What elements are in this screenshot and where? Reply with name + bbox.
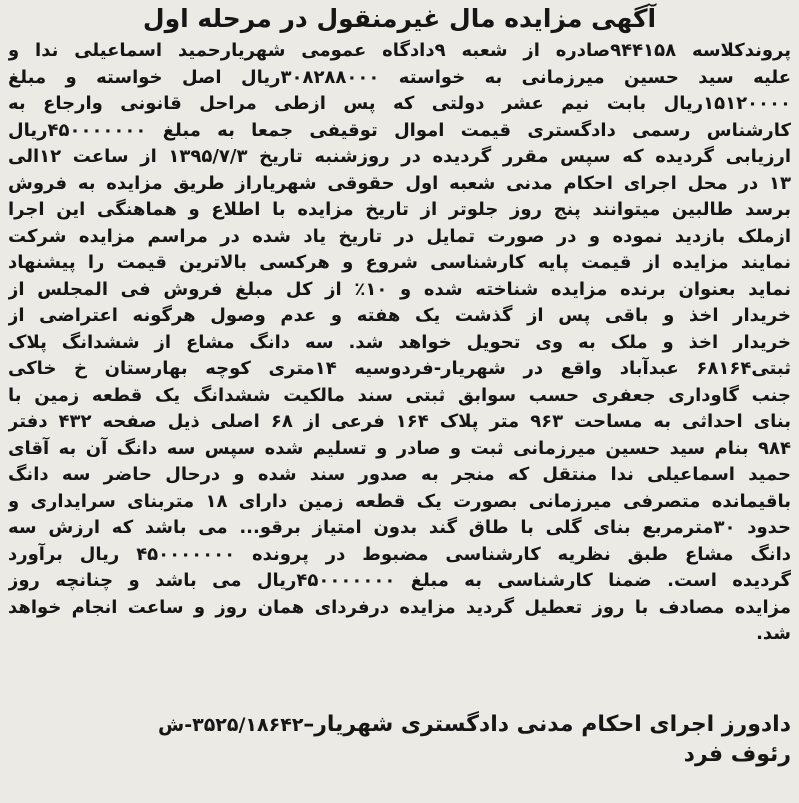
- notice-line: جنب گاوداری جعفری حسب سوابق ثبتی سند مالکیت ششدانگ یک قطعه زمین با: [8, 384, 791, 406]
- signature-title: دادورز اجرای احکام مدنی دادگستری شهریار–: [303, 712, 791, 737]
- notice-line: خریدار اخذ و باقی پس از گذشت یک هفته و عدم وصول هرگونه اعتراضی از: [8, 305, 791, 326]
- signature-name: رئوف فرد: [683, 742, 791, 767]
- notice-line: گردیده است. ضمنا کارشناسی به مبلغ ۴۵۰۰۰۰۰۰۰ریال می باشد و چنانچه روز: [8, 570, 791, 591]
- notice-line: نمایند مزایده از قیمت پایه کارشناسی شروع و هرکسی بالاترین قیمت را پیشنهاد: [8, 252, 791, 273]
- notice-line: مزایده مصادف با روز تعطیل گردید مزایده درفردای همان روز و ساعت انجام خواهد: [8, 596, 791, 618]
- notice-title: آگهی مزایده مال غیرمنقول در مرحله اول: [142, 4, 657, 33]
- notice-line: شد.: [756, 623, 791, 644]
- notice-line: ارزیابی گردیده که سپس مقرر گردیده در روزشنبه تاریخ ۱۳۹۵/۷/۳ از ساعت ۱۲الی: [8, 146, 791, 167]
- notice-line: ثبتی۶۸۱۶۴ عبدآباد واقع در شهریار-فردوسیه ۱۴متری کوچه بهارستان خ خاکی: [8, 358, 791, 379]
- notice-line: دانگ مشاع طبق نظریه کارشناسی مضبوط در پرونده ۴۵۰۰۰۰۰۰۰ ریال برآورد: [8, 543, 791, 565]
- reference-number: ۳۵۲۵/۱۸۶۴۲-ش: [158, 714, 304, 736]
- notice-footer: [8, 712, 791, 792]
- notice-line: پروندکلاسه ۹۴۴۱۵۸صادره از شعبه ۹دادگاه عمومی شهریارحمید اسماعیلی ندا و: [8, 40, 791, 61]
- notice-line: برسد طالبین میتوانند پنج روز جلوتر از تاریخ مزایده با اطلاع و هماهنگی این اجرا: [8, 199, 791, 220]
- notice-line: حدود ۳۰مترمربع بنای گلی با طاق گند بدون امتیاز برقو... می باشد که ارزش سه: [8, 517, 791, 538]
- notice-line: علیه سید حسین میرزمانی به خواسته ۳۰۸۲۸۸۰۰۰ریال اصل خواسته و مبلغ: [8, 66, 791, 88]
- notice-line: خریدار اخذ و ملک به وی تحویل خواهد شد. سه دانگ مشاع از ششدانگ پلاک: [8, 331, 791, 353]
- notice-line: نماید بعنوان برنده مزایده شناخته شده و ۱۰٪ از کل مبلغ فروش فی المجلس از: [8, 278, 791, 300]
- notice-line: ۱۳ در محل اجرای احکام مدنی شعبه اول حقوقی شهریاراز طریق مزایده به فروش: [8, 172, 791, 194]
- notice-line: باقیمانده متصرفی میرزمانی بصورت یک قطعه زمین دارای ۱۸ متربنای سرایداری و: [8, 490, 791, 512]
- notice-line: ۱۵۱۲۰۰۰۰ریال بابت نیم عشر دولتی که پس ازطی مراحل قانونی وارجاع به: [8, 93, 791, 114]
- notice-body: [8, 38, 791, 648]
- notice-line: ۹۸۴ بنام سید حسین میرزمانی ثبت و صادر و تسلیم شده سپس سه دانگ آن به آقای: [8, 437, 791, 459]
- notice-line: بنای احداثی به مساحت ۹۶۳ متر پلاک ۱۶۴ فرعی از ۶۸ اصلی ذیل صفحه ۴۳۲ دفتر: [8, 411, 791, 432]
- notice-line: حمید اسماعیلی ندا منتقل که منجر به صدور سند شده و درحال حاضر سه دانگ: [8, 464, 791, 485]
- notice-line: کارشناس رسمی دادگستری قیمت اموال توقیفی جمعا به مبلغ ۴۵۰۰۰۰۰۰۰ریال: [8, 119, 791, 141]
- notice-line: ازملک بازدید نموده و در صورت تمایل در تاریخ یاد شده در مراسم مزایده شرکت: [8, 225, 791, 247]
